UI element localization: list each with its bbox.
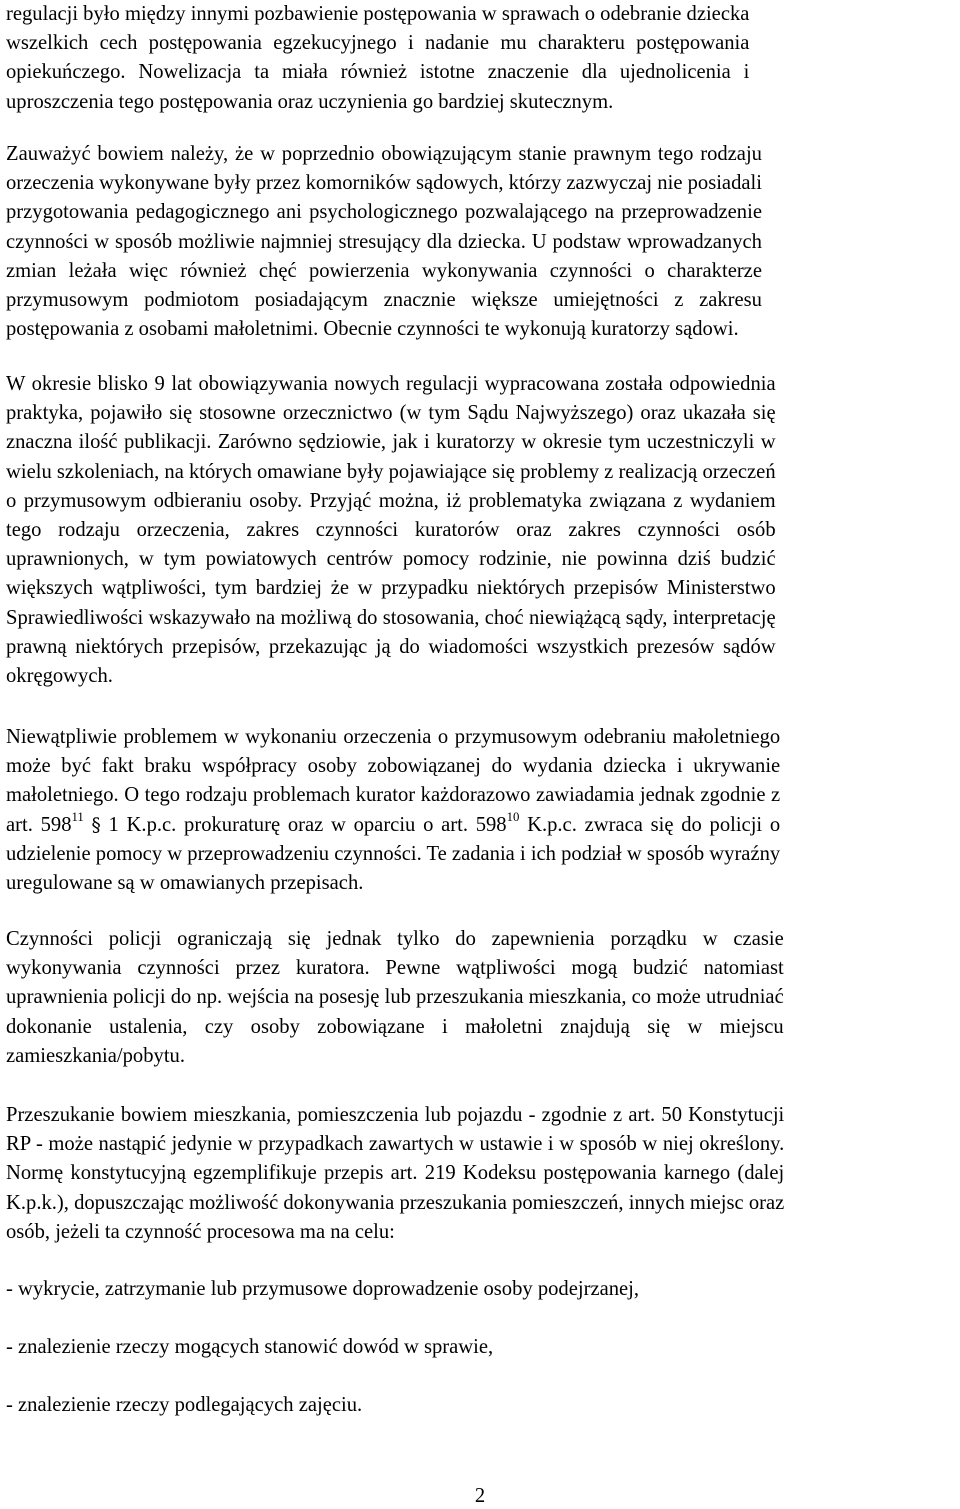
paragraph [6, 0, 749, 117]
text-line: może być fakt braku współpracy osoby zobowiązanej do wydania dziecka i ukrywanie [6, 755, 781, 778]
text-line: wielu szkoleniach, na których omawiane były pojawiające się problemy z realizacją orzeczeń [6, 460, 776, 483]
text-line: K.p.k.), dopuszczając możliwość dokonywania przeszukania pomieszczeń, innych miejsc oraz [6, 1191, 785, 1214]
text-line: o przymusowym odbieraniu osoby. Przyjąć można, iż problematyka związana z wydaniem [6, 489, 776, 512]
list-item-text: - znalezienie rzeczy podlegających zajęciu. [6, 1394, 363, 1416]
text-line: orzeczenia wykonywane były przez komorników sądowych, którzy zazwyczaj nie posiadali [6, 172, 762, 195]
text-line: znaczna ilość publikacji. Zarówno sędziowie, jak i kuratorzy w okresie tym uczestniczyli w [6, 431, 776, 454]
paragraph [6, 1101, 784, 1247]
text-line-with-superscripts [6, 811, 780, 840]
text-line: większych wątpliwości, tym bardziej że w przypadku niektórych przepisów Ministerstwo [6, 577, 776, 600]
text-line: Niewątpliwie problemem w wykonaniu orzeczenia o przymusowym odebraniu małoletniego [6, 726, 781, 748]
text-line: postępowania z osobami małoletnimi. Obecnie czynności te wykonują kuratorzy sądowi. [6, 318, 739, 341]
text-fragment: K.p.c. zwraca się do policji o [519, 813, 781, 836]
text-line: przygotowania pedagogicznego ani psychologicznego pozwalającego na przeprowadzenie [6, 201, 762, 224]
superscript: 11 [71, 809, 84, 824]
list-item-text: - znalezienie rzeczy mogących stanowić dowód w sprawie, [6, 1336, 494, 1358]
text-line: okręgowych. [6, 664, 113, 687]
text-line: małoletniego. O tego rodzaju problemach kurator każdorazowo zawiadamia jednak zgodnie z [6, 784, 781, 807]
text-line: Czynności policji ograniczają się jednak tylko do zapewnienia porządku w czasie [6, 928, 784, 950]
text-line: przymusowym podmiotom posiadającym znacznie większe umiejętności z zakresu [6, 288, 762, 311]
section-sign: § [91, 814, 101, 836]
text-line: wykonywania czynności przez kuratora. Pewne wątpliwości mogą budzić natomiast [6, 957, 784, 980]
text-line: zmian leżała więc również chęć powierzenia wykonywania czynności o charakterze [6, 259, 762, 282]
text-line: udzielenie pomocy w przeprowadzeniu czynności. Te zadania i ich podział w sposób wyraźny [6, 842, 781, 865]
page-number: 2 [474, 1485, 486, 1507]
text-line: opiekuńczego. Nowelizacja ta miała również istotne znaczenie dla ujednolicenia i [6, 61, 750, 84]
text-line: uregulowane są w omawianych przepisach. [6, 871, 364, 894]
paragraph [6, 925, 784, 1071]
text-line: regulacji było między innymi pozbawienie postępowania w sprawach o odebranie dziecka [6, 3, 750, 25]
text-line: wszelkich cech postępowania egzekucyjnego i nadanie mu charakteru postępowania [6, 32, 750, 55]
text-line: uproszczenia tego postępowania oraz uczynienia go bardziej skutecznym. [6, 90, 614, 113]
text-line: Zauważyć bowiem należy, że w poprzednio obowiązującym stanie prawnym tego rodzaju [6, 143, 762, 165]
paragraph [6, 140, 762, 344]
text-line: prawną niektórych przepisów, przekazując ją do wiadomości wszystkich prezesów sądów [6, 635, 776, 658]
text-line: uprawnionych, w tym powiatowych centrów pomocy rodzinie, nie powinna dziś budzić [6, 548, 776, 571]
list-item [6, 1333, 493, 1362]
superscript: 10 [506, 809, 520, 824]
paragraph [6, 723, 780, 898]
text-line: zamieszkania/pobytu. [6, 1044, 185, 1067]
text-fragment: 1 K.p.c. prokuraturę oraz w oparciu o art. 598 [100, 813, 507, 836]
text-line: Normę konstytucyjną egzemplifikuje przepis art. 219 Kodeksu postępowania karnego (dalej [6, 1162, 785, 1185]
text-line: praktyka, pojawiło się stosowne orzecznictwo (w tym Sądu Najwyższego) oraz ukazała się [6, 402, 776, 425]
text-line: W okresie blisko 9 lat obowiązywania nowych regulacji wypracowana została odpowiednia [6, 373, 776, 395]
text-fragment: art. 598 [6, 813, 72, 836]
text-line: uprawnienia policji do np. wejścia na posesję lub przeszukania mieszkania, co może utrudniać [6, 986, 784, 1009]
text-line: czynności w sposób możliwie najmniej stresujący dla dziecka. U podstaw wprowadzanych [6, 230, 762, 253]
text-line: dokonanie ustalenia, czy osoby zobowiązane i małoletni znajdują się w miejscu [6, 1015, 784, 1038]
list-item [6, 1391, 362, 1420]
text-line: Przeszukanie bowiem mieszkania, pomieszczenia lub pojazdu - zgodnie z art. 50 Konstytucji [6, 1104, 785, 1126]
paragraph [6, 370, 776, 691]
text-line: RP - może nastąpić jedynie w przypadkach zawartych w ustawie i w sposób w niej określony. [6, 1133, 785, 1156]
text-line: tego rodzaju orzeczenia, zakres czynności kuratorów oraz zakres czynności osób [6, 518, 776, 541]
text-line: Sprawiedliwości wskazywało na możliwą do stosowania, choć niewiążącą sądy, interpretację [6, 606, 776, 629]
text-line: osób, jeżeli ta czynność procesowa ma na celu: [6, 1220, 395, 1243]
list-item-text: - wykrycie, zatrzymanie lub przymusowe doprowadzenie osoby podejrzanej, [6, 1278, 640, 1300]
list-item [6, 1275, 639, 1304]
